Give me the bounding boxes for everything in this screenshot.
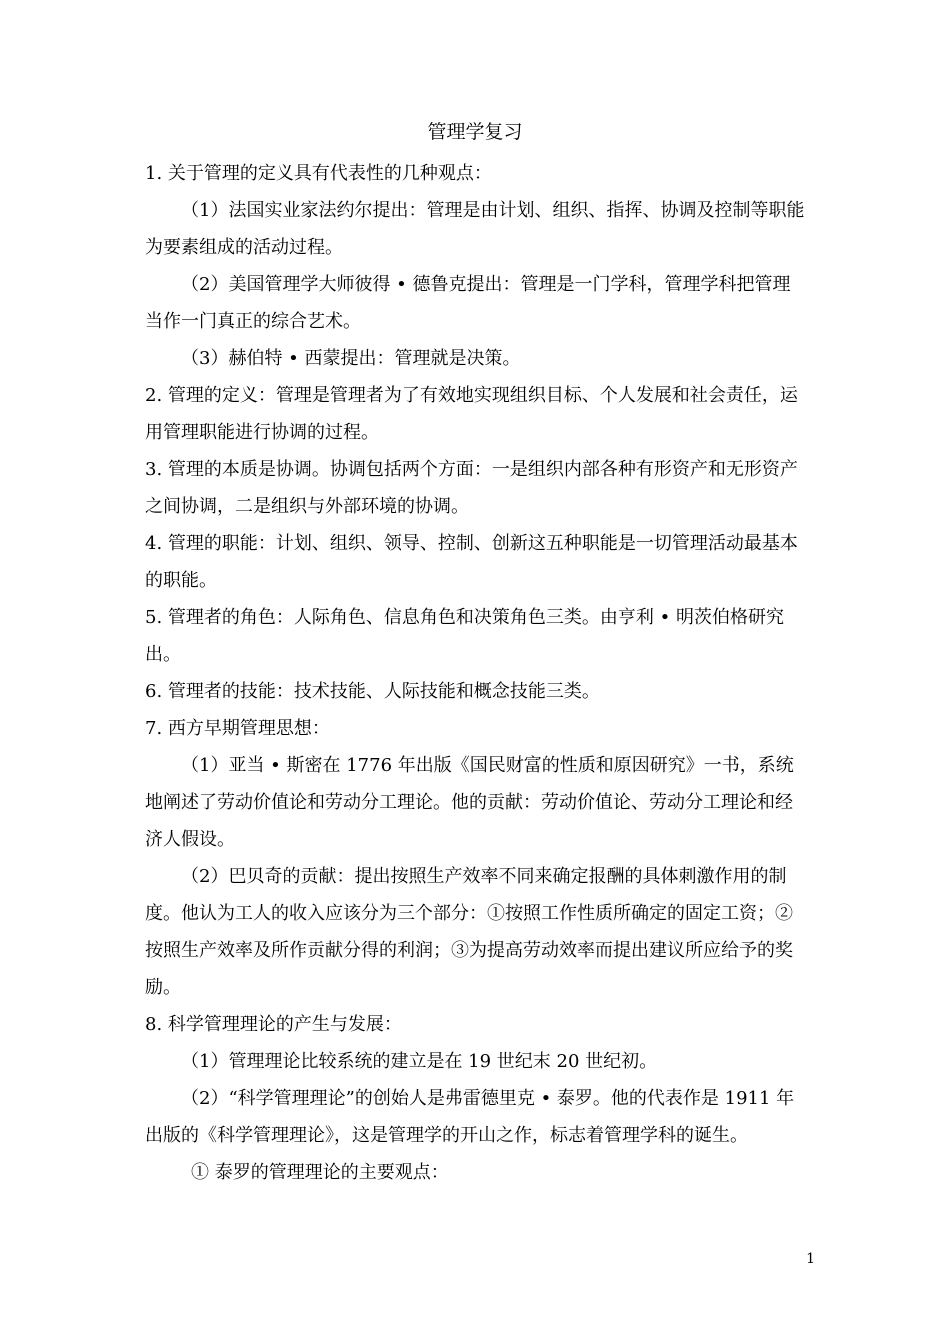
paragraph-8-1: （1）管理理论比较系统的建立是在 19 世纪末 20 世纪初。 xyxy=(181,1051,658,1072)
paragraph-7-1: （1）亚当 • 斯密在 1776 年出版《国民财富的性质和原因研究》一书，系统地阐述了劳动价值论和劳动分工理论。他的贡献：劳动价值论、劳动分工理论和经济人假设。 xyxy=(145,755,794,850)
paragraph-8-2: （2）“科学管理理论”的创始人是弗雷德里克 • 泰罗。他的代表作是 1911 年出版的《科学管理理论》，这是管理学的开山之作，标志着管理学科的诞生。 xyxy=(145,1088,795,1146)
paragraph-7-2: （2）巴贝奇的贡献：提出按照生产效率不同来确定报酬的具体刺激作用的制度。他认为工人的收入应该分为三个部分：①按照工作性质所确定的固定工资；②按照生产效率及所作贡献分得的利润；③为提高劳动效率而提出建议所应给予的奖励。 xyxy=(145,866,793,998)
paragraph-1-1: （1）法国实业家法约尔提出：管理是由计划、组织、指挥、协调及控制等职能为要素组成的活动过程。 xyxy=(145,200,805,258)
paragraph-6: 6. 管理者的技能：技术技能、人际技能和概念技能三类。 xyxy=(145,681,600,702)
paragraph-4: 4. 管理的职能：计划、组织、领导、控制、创新这五种职能是一切管理活动最基本的职能。 xyxy=(145,533,798,591)
paragraph-1: 1. 关于管理的定义具有代表性的几种观点： xyxy=(145,163,492,184)
paragraph-5: 5. 管理者的角色：人际角色、信息角色和决策角色三类。由亨利 • 明茨伯格研究出。 xyxy=(145,607,784,665)
page-number: 1 xyxy=(806,1251,815,1267)
paragraph-8-2-1: ① 泰罗的管理理论的主要观点： xyxy=(191,1162,449,1183)
paragraph-3: 3. 管理的本质是协调。协调包括两个方面：一是组织内部各种有形资产和无形资产之间协调，二是组织与外部环境的协调。 xyxy=(145,459,798,517)
paragraph-8: 8. 科学管理理论的产生与发展： xyxy=(145,1014,402,1035)
paragraph-7: 7. 西方早期管理思想： xyxy=(145,718,330,739)
paragraph-1-3: （3）赫伯特 • 西蒙提出：管理就是决策。 xyxy=(181,348,521,369)
paragraph-1-2: （2）美国管理学大师彼得 • 德鲁克提出：管理是一门学科，管理学科把管理当作一门真正的综合艺术。 xyxy=(145,274,791,332)
document-title: 管理学复习 xyxy=(427,121,523,143)
document-body xyxy=(145,155,807,1191)
paragraph-2: 2. 管理的定义：管理是管理者为了有效地实现组织目标、个人发展和社会责任，运用管理职能进行协调的过程。 xyxy=(145,385,798,443)
